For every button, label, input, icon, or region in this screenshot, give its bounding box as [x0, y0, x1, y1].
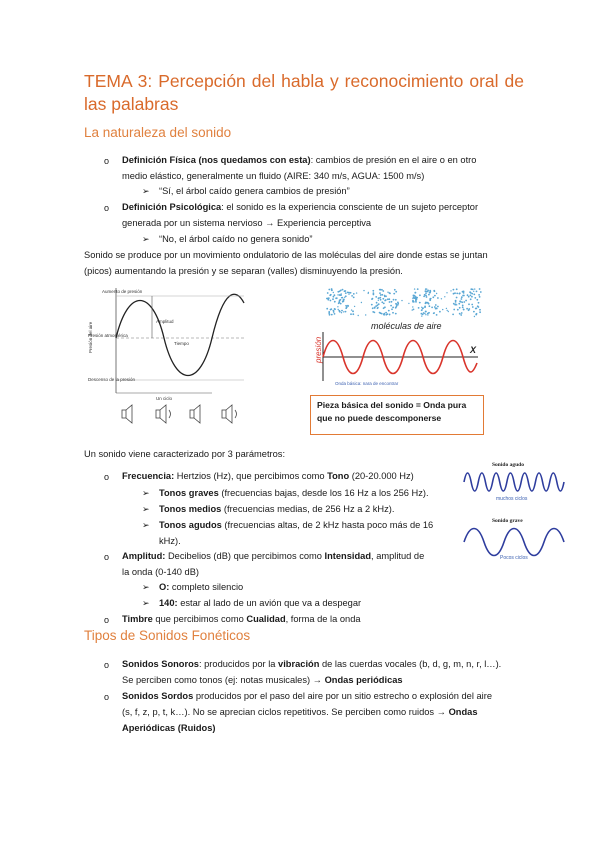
molecules-pressure-figure [313, 287, 483, 387]
label-ciclo: Un ciclo [156, 396, 173, 401]
label-presion-atm: Presión atmosférica [88, 333, 128, 338]
quote-psico: “No, el árbol caído no genera sonido” [159, 234, 313, 244]
paragraph-line: (picos) aumentando la presión y se separan (valles) disminuyendo la presión. [84, 266, 403, 276]
arrow-bullet-icon: ➢ [142, 488, 150, 498]
agudos-term: Tonos agudos [159, 520, 222, 530]
sordos-text: producidos por el paso del aire por un sitio estrecho o explosión del aire [193, 691, 492, 701]
high-freq-wave [464, 473, 564, 491]
label-tiempo: Tiempo [174, 341, 189, 346]
bullet: o [104, 660, 110, 670]
amplitud-text: Decibelios (dB) que percibimos como [165, 551, 325, 561]
arrow-bullet-icon: ➢ [142, 520, 150, 530]
zero-text: completo silencio [169, 582, 244, 592]
amplitud-cero [159, 579, 243, 595]
graves-term: Tonos graves [159, 488, 219, 498]
frecuencia-term: Frecuencia: [122, 471, 175, 481]
amplitud [122, 548, 462, 580]
arrow-bullet-icon: ➢ [142, 582, 150, 592]
speaker-icon [222, 405, 237, 423]
frecuencia [122, 468, 414, 484]
timbre [122, 611, 361, 627]
bullet: o [104, 692, 110, 702]
arrow-bullet-icon: ➢ [142, 504, 150, 514]
label-descenso: Descenso de la presión [88, 377, 136, 382]
tonos-agudos [159, 517, 459, 549]
intensidad-term: Intensidad [324, 551, 372, 561]
def-psico-text-2: generada por un sistema nervioso → Experiencia perceptiva [122, 218, 372, 228]
amplitud-max [159, 595, 361, 611]
zero-term: O: [159, 582, 170, 592]
tonos-graves [159, 485, 429, 501]
timbre-text: que percibimos como [152, 614, 247, 624]
arrow-bullet-icon: ➢ [142, 234, 150, 244]
sine-wave [116, 294, 244, 375]
quote-fisica: “Sí, el árbol caído genera cambios de presión” [159, 186, 350, 196]
bullet: o [104, 156, 110, 166]
timbre-text: , forma de la onda [285, 614, 361, 624]
sonidos-sonoros [122, 656, 532, 688]
callout-line: que no puede descomponerse [317, 413, 442, 423]
aperiodicas-term: Aperiódicas (Ruidos) [122, 723, 216, 733]
pressure-wave-figure [86, 283, 248, 433]
sordos-term: Sonidos Sordos [122, 691, 194, 701]
graves-text: (frecuencias bajas, desde los 16 Hz a los 256 Hz). [218, 488, 429, 498]
arrow-bullet-icon: ➢ [142, 598, 150, 608]
sonoros-text-2: Se perciben como tonos (ej: notas musicales) → [122, 675, 325, 685]
paragraph-line: Sonido se produce por un movimiento ondulatorio de las moléculas del aire donde estas se juntan [84, 250, 488, 260]
speaker-icon [122, 405, 132, 423]
speaker-icon [190, 405, 200, 423]
agudos-text-2: kHz). [159, 536, 181, 546]
label-presion: presión [314, 336, 323, 363]
def-psico-text: : el sonido es la experiencia consciente de un sujeto perceptor [221, 202, 479, 212]
vibracion-term: vibración [278, 659, 320, 669]
label-agudo: Sonido agudo [492, 462, 524, 468]
label-x: X [470, 345, 477, 355]
timbre-term: Timbre [122, 614, 153, 624]
frecuencia-text: Hertzios (Hz), que percibimos como [174, 471, 328, 481]
bullet: o [104, 472, 110, 482]
def-fisica [122, 152, 522, 184]
max-term: 140: [159, 598, 178, 608]
ondas-term: Ondas [448, 707, 478, 717]
sonidos-sordos [122, 688, 532, 736]
cualidad-term: Cualidad [246, 614, 286, 624]
tonos-medios [159, 501, 394, 517]
medios-term: Tonos medios [159, 504, 222, 514]
frequency-figure [458, 458, 570, 566]
label-onda: Onda básica: nara de encontrar [335, 381, 399, 386]
section-heading-naturaleza: La naturaleza del sonido [84, 125, 232, 140]
def-fisica-term: Definición Física (nos quedamos con esta) [122, 155, 311, 165]
amplitud-term: Amplitud: [122, 551, 166, 561]
agudos-text: (frecuencias altas, de 2 kHz hasta poco más de 16 [221, 520, 434, 530]
low-freq-wave [464, 529, 564, 556]
label-aumento: Aumento de presión [102, 289, 143, 294]
page-title: TEMA 3: Percepción del habla y reconocimiento oral de las palabras [84, 71, 524, 114]
amplitud-text-2: la onda (0-140 dB) [122, 567, 200, 577]
max-text: estar al lado de un avión que va a despegar [177, 598, 362, 608]
periodicas-term: Ondas periódicas [324, 675, 403, 685]
bullet: o [104, 552, 110, 562]
sonoros-text: : producidos por la [198, 659, 279, 669]
paragraph-sonido [84, 247, 524, 279]
callout-box [310, 395, 484, 435]
sonoros-term: Sonidos Sonoros [122, 659, 199, 669]
speaker-icon [156, 405, 171, 423]
label-yaxis: Presión del aire [88, 321, 93, 353]
arrow-bullet-icon: ➢ [142, 186, 150, 196]
def-psico [122, 199, 522, 231]
bullet: o [104, 203, 110, 213]
label-moleculas: moléculas de aire [371, 321, 442, 331]
def-fisica-text: : cambios de presión en el aire o en otro [310, 155, 477, 165]
label-amplitud: Amplitud [156, 319, 174, 324]
molecule-dots [326, 288, 482, 317]
sonoros-text: de las cuerdas vocales (b, d, g, m, n, r, l…). [319, 659, 502, 669]
tono-term: Tono [327, 471, 350, 481]
params-intro: Un sonido viene caracterizado por 3 parámetros: [84, 449, 286, 459]
sordos-text-2: (s, f, z, p, t, k…). No se aprecian ciclos repetitivos. Se perciben como ruidos → [122, 707, 449, 717]
frecuencia-text: (20-20.000 Hz) [349, 471, 414, 481]
label-pocos: Pocos ciclos [500, 555, 528, 561]
bullet: o [104, 615, 110, 625]
section-heading-tipos: Tipos de Sonidos Fonéticos [84, 628, 251, 643]
callout-line: Pieza básica del sonido = Onda pura [317, 400, 467, 410]
label-muchos: muchos ciclos [496, 496, 528, 502]
def-psico-term: Definición Psicológica [122, 202, 222, 212]
medios-text: (frecuencias medias, de 256 Hz a 2 kHz). [221, 504, 395, 514]
label-grave: Sonido grave [492, 518, 523, 524]
def-fisica-text-2: medio elástico, generalmente un fluido (AIRE: 340 m/s, AGUA: 1500 m/s) [122, 171, 425, 181]
amplitud-text: , amplitud de [371, 551, 425, 561]
